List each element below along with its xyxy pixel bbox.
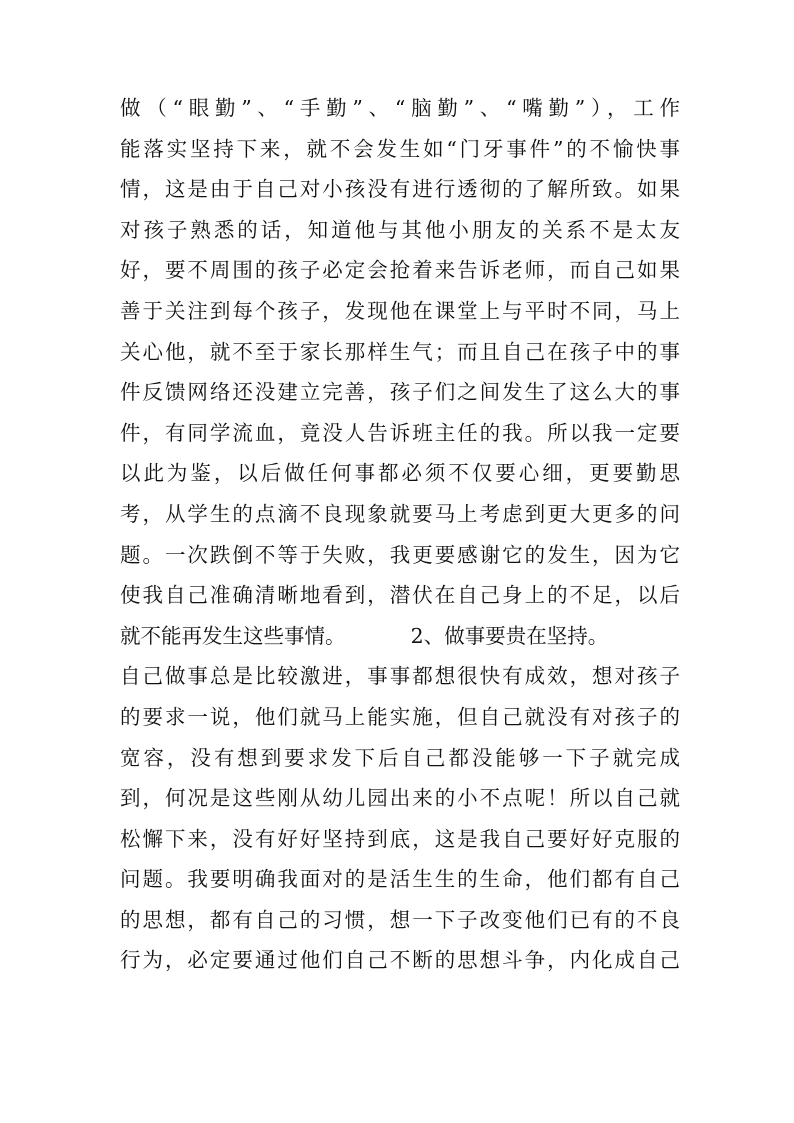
text-line: 能落实坚持下来，就不会发生如“门牙事件”的不愉快事 [120, 136, 680, 161]
text-line: 问题。我要明确我面对的是活生生的生命，他们都有自己 [120, 867, 680, 892]
text-line: 的思想，都有自己的习惯，想一下子改变他们已有的不良 [120, 907, 680, 932]
text-line: 情，这是由于自己对小孩没有进行透彻的了解所致。如果 [120, 177, 680, 202]
text-line: 考，从学生的点滴不良现象就要马上考虑到更大更多的问 [120, 501, 680, 526]
text-line: 就不能再发生这些事情。 2、做事要贵在坚持。 [120, 623, 609, 648]
text-line: 好，要不周围的孩子必定会抢着来告诉老师，而自己如果 [120, 258, 680, 283]
text-line: 关心他，就不至于家长那样生气；而且自己在孩子中的事 [120, 339, 680, 364]
text-line: 的要求一说，他们就马上能实施，但自己就没有对孩子的 [120, 704, 680, 729]
text-line: 件，有同学流血，竟没人告诉班主任的我。所以我一定要 [120, 420, 680, 445]
text-line: 使我自己准确清晰地看到，潜伏在自己身上的不足，以后 [120, 583, 680, 608]
text-line: 善于关注到每个孩子，发现他在课堂上与平时不同，马上 [120, 298, 680, 323]
text-line: 宽容，没有想到要求发下后自己都没能够一下子就完成 [120, 745, 680, 770]
text-line: 件反馈网络还没建立完善，孩子们之间发生了这么大的事 [120, 380, 680, 405]
text-line: 自己做事总是比较激进，事事都想很快有成效，想对孩子 [120, 664, 680, 689]
body-text [120, 88, 680, 981]
text-line: 题。一次跌倒不等于失败，我更要感谢它的发生，因为它 [120, 542, 680, 567]
text-line: 行为，必定要通过他们自己不断的思想斗争，内化成自己 [120, 948, 680, 973]
text-line: 做（“眼勤”、“手勤”、“脑勤”、“嘴勤”），工作 [120, 96, 680, 120]
text-line: 松懈下来，没有好好坚持到底，这是我自己要好好克服的 [120, 826, 680, 851]
text-line: 对孩子熟悉的话，知道他与其他小朋友的关系不是太友 [120, 217, 680, 242]
text-line: 以此为鉴，以后做任何事都必须不仅要心细，更要勤思 [120, 461, 680, 486]
text-line: 到，何况是这些刚从幼儿园出来的小不点呢！所以自己就 [120, 786, 680, 811]
